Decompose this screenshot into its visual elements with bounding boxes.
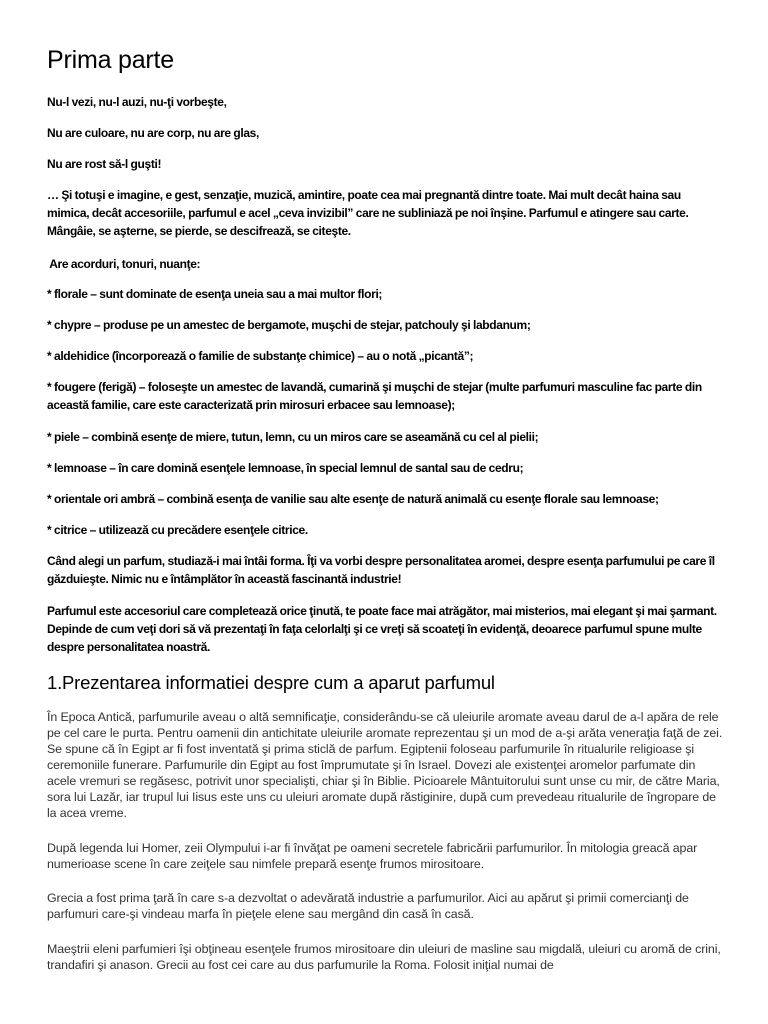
note-item-citrice: * citrice – utilizează cu precădere esenţele citrice. — [47, 523, 308, 537]
page-title: Prima parte — [47, 46, 175, 74]
section-paragraph-1: În Epoca Antică, parfumurile aveau o altă semnificaţie, considerându-se că uleiurile aromate aveau darul de a-l apăra de rele pe cel care le purta. Pentru oamenii din antichitate uleiurile aromate reprezentau şi un mod de a-şi arăta veneraţia faţă de zei. Se spune că în Egipt ar fi fost inventată şi prima sticlă de parfum. Egiptenii foloseau parfumurile în ritualurile religioase şi ceremoniile funerare. Parfumurile din Egipt au fost împrumutate şi în Israel. Dovezi ale existenţei aromelor parfumate din acele vremuri se regăsesc, potrivit unor specialişti, chiar şi în Biblie. Picioarele Mântuitorului sunt unse cu mir, de către Maria, sora lui Lazăr, iar trupul lui Iisus este uns cu uleiuri aromate după răstiginire, după cum prevedeau ritualurile de îngropare de la acea vreme. — [47, 710, 723, 820]
section-paragraph-4: Maeştrii eleni parfumieri îşi obţineau esenţele frumos mirositoare din uleiuri de masline sau migdală, uleiuri cu aromă de crini, trandafiri şi anason. Grecii au fost cei care au dus parfumurile la Roma. Folosit iniţial numai de — [47, 942, 721, 972]
note-item-fougere: * fougere (ferigă) – foloseşte un amestec de lavandă, cumarină şi muşchi de stejar (multe parfumuri masculine fac parte din această familie, care este caracterizată prin mirosuri erbacee sau lemnoase); — [47, 380, 702, 412]
poem-line-2: Nu are culoare, nu are corp, nu are glas, — [47, 126, 259, 140]
note-item-florale: * florale – sunt dominate de esenţa uneia sau a mai multor flori; — [47, 287, 383, 301]
note-item-lemnoase: * lemnoase – în care domină esenţele lemnoase, în special lemnul de santal sau de cedru; — [47, 461, 524, 475]
note-item-chypre: * chypre – produse pe un amestec de bergamote, muşchi de stejar, patchouly şi labdanum; — [47, 318, 531, 332]
note-item-aldehidice: * aldehidice (încorporează o familie de substanţe chimice) – au o notă „picantă”; — [47, 349, 474, 363]
intro-paragraph: … Şi totuşi e imagine, e gest, senzaţie, muzică, amintire, poate cea mai pregnantă dintre toate. Mai mult decât haina sau mimica, decât accesoriile, parfumul e acel „ceva invizibil” care ne subliniază pe noi înşine. Parfumul e atingere sau carte. Mângâie, se aşterne, se pierde, se descifrează, se citeşte. — [47, 188, 689, 238]
poem-line-1: Nu-l vezi, nu-l auzi, nu-ţi vorbeşte, — [47, 95, 227, 109]
note-item-piele: * piele – combină esenţe de miere, tutun, lemn, cu un miros care se aseamănă cu cel al pielii; — [47, 430, 539, 444]
section-paragraph-2: După legenda lui Homer, zeii Olympului i-ar fi învăţat pe oameni secretele fabricării parfumurilor. În mitologia greacă apar numerioase scene în care zeiţele sau nimfele prepară esenţe frumos mirositoare. — [47, 841, 698, 871]
closing-paragraph-2: Parfumul este accesoriul care completează orice ţinută, te poate face mai atrăgător, mai misterios, mai elegant şi mai şarmant. Depinde de cum veţi dori să vă prezentaţi în faţa celorlalţi şi ce vreţi să scoateţi în evidenţă, deoarece parfumul spune multe despre personalitatea noastră. — [47, 604, 717, 654]
poem-line-3: Nu are rost să-l guşti! — [47, 157, 162, 171]
accords-heading: Are acorduri, tonuri, nuanţe: — [47, 257, 201, 271]
closing-paragraph-1: Când alegi un parfum, studiază-i mai întâi forma. Îţi va vorbi despre personalitatea aromei, despre esenţa parfumului pe care îl găzduieşte. Nimic nu e întâmplător în această fascinantă industrie! — [47, 554, 715, 586]
note-item-orientale: * orientale ori ambră – combină esenţa de vanilie sau alte esenţe de natură animală cu esenţe florale sau lemnoase; — [47, 492, 659, 506]
section-paragraph-3: Grecia a fost prima ţară în care s-a dezvoltat o adevărată industrie a parfumurilor. Aici au apărut şi primii comercianţi de parfumuri care-şi vindeau marfa în pieţele elene sau mergând din casă în casă. — [47, 891, 689, 921]
section-heading: 1.Prezentarea informatiei despre cum a aparut parfumul — [47, 672, 495, 693]
